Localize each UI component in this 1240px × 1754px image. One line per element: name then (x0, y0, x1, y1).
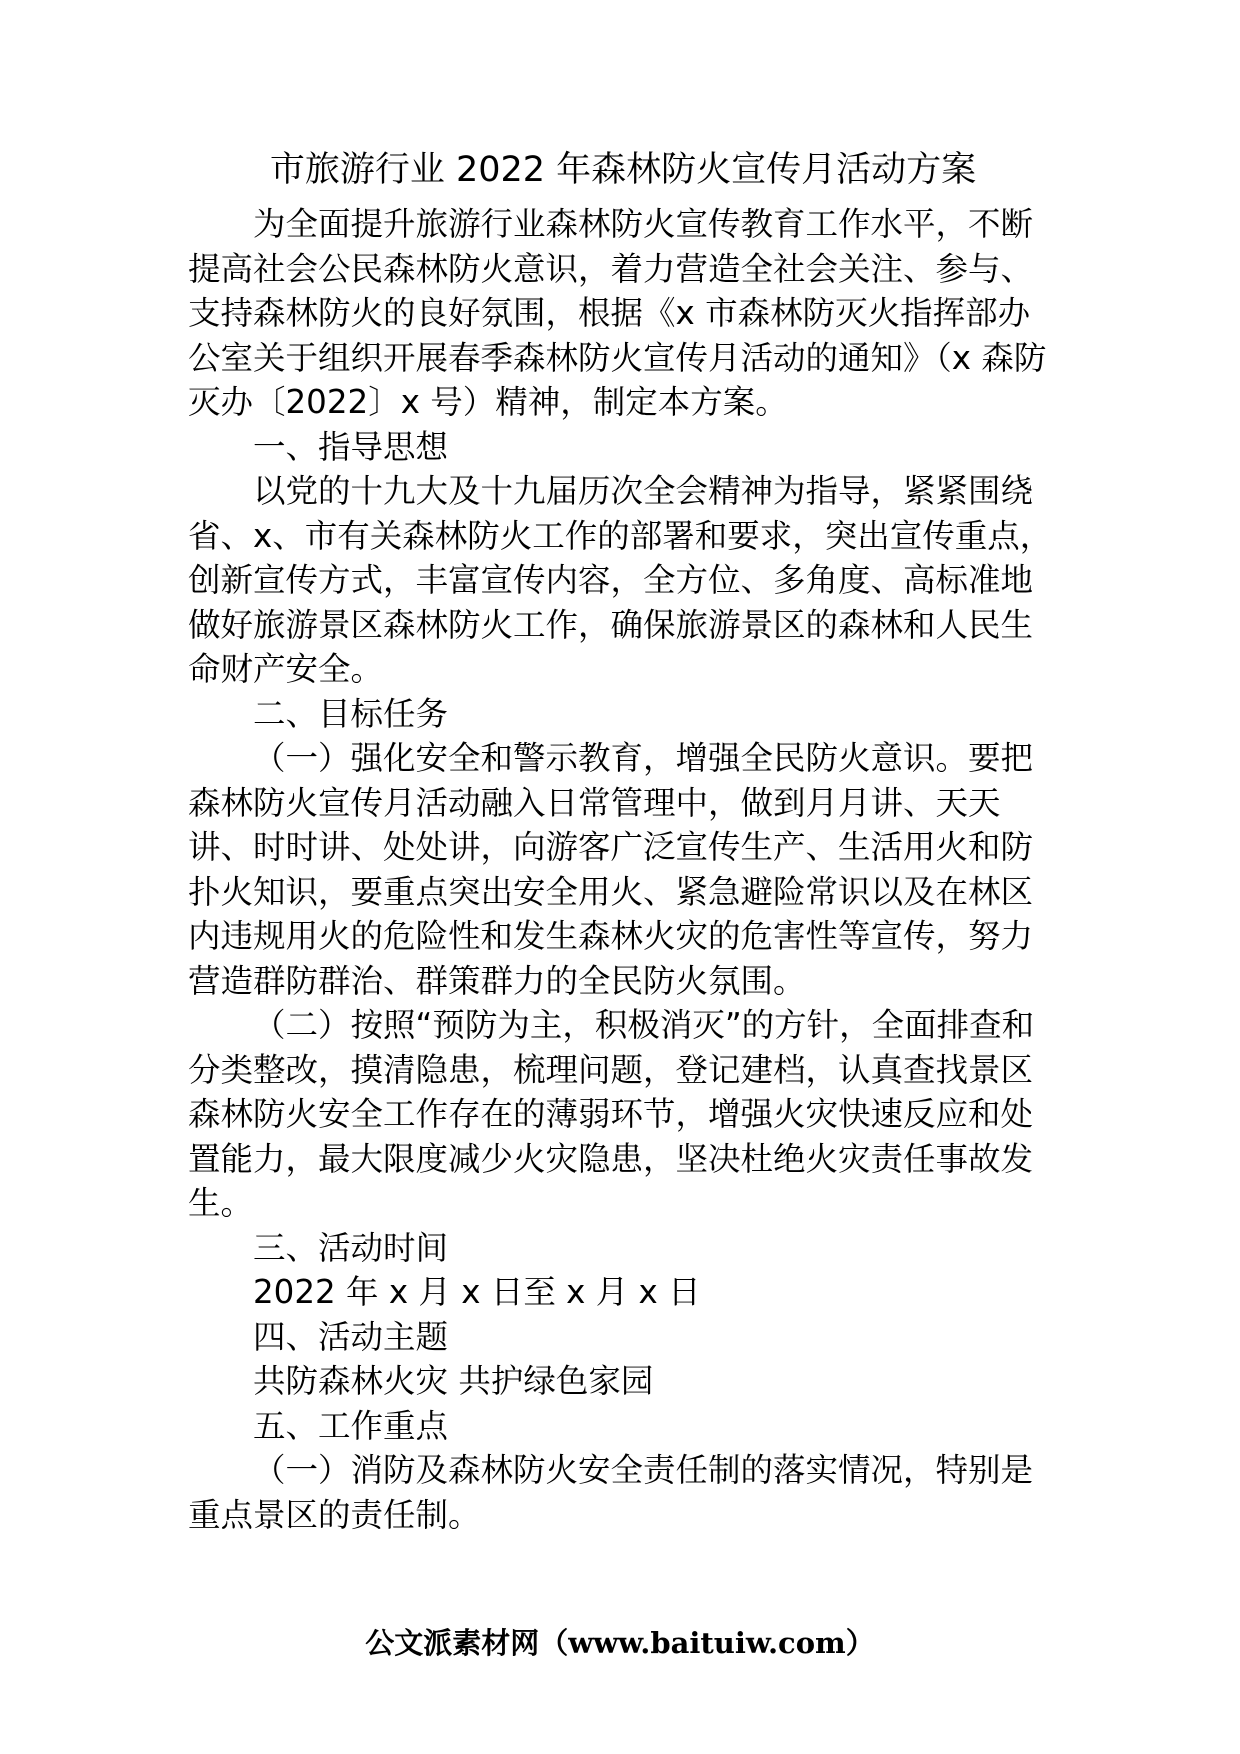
footer-watermark: 公文派素材网（www.baituiw.com） (365, 1626, 875, 1660)
section-heading-guiding-ideology: 一、指导思想 (253, 427, 449, 466)
section-heading-activity-theme: 四、活动主题 (253, 1317, 449, 1356)
intro-paragraph: 为全面提升旅游行业森林防火宣传教育工作水平，不断提高社会公民森林防火意识，着力营造全社会关注、参与、支持森林防火的良好氛围，根据《x 市森林防灭火指挥部办公室关于组织开展春季森林防火宣传月活动的通知》（x 森防灭办〔2022〕x 号）精神，制定本方案。 (188, 205, 1047, 421)
document-body (188, 202, 1058, 1537)
section-heading-goals-tasks: 二、目标任务 (253, 694, 449, 733)
goals-tasks-paragraph-2: （二）按照“预防为主，积极消灭”的方针，全面排查和分类整改，摸清隐患，梳理问题，登记建档，认真查找景区森林防火安全工作存在的薄弱环节，增强火灾快速反应和处置能力，最大限度减少火灾隐患，坚决杜绝火灾责任事故发生。 (188, 1006, 1035, 1222)
activity-time-paragraph: 2022 年 x 月 x 日至 x 月 x 日 (253, 1273, 701, 1311)
goals-tasks-paragraph-1: （一）强化安全和警示教育，增强全民防火意识。要把森林防火宣传月活动融入日常管理中，做到月月讲、天天讲、时时讲、处处讲，向游客广泛宣传生产、生活用火和防扑火知识，要重点突出安全用火、紧急避险常识以及在林区内违规用火的危险性和发生森林火灾的危害性等宣传，努力营造群防群治、群策群力的全民防火氛围。 (188, 739, 1034, 1000)
section-heading-activity-time: 三、活动时间 (253, 1228, 449, 1267)
guiding-ideology-paragraph: 以党的十九大及十九届历次全会精神为指导，紧紧围绕省、x、市有关森林防火工作的部署和要求，突出宣传重点，创新宣传方式，丰富宣传内容，全方位、多角度、高标准地做好旅游景区森林防火工作，确保旅游景区的森林和人民生命财产安全。 (188, 472, 1053, 688)
activity-theme-paragraph: 共防森林火灾 共护绿色家园 (253, 1362, 654, 1400)
section-heading-work-focus: 五、工作重点 (253, 1406, 449, 1445)
work-focus-paragraph: （一）消防及森林防火安全责任制的落实情况，特别是重点景区的责任制。 (188, 1451, 1034, 1534)
document-title: 市旅游行业 2022 年森林防火宣传月活动方案 (269, 150, 977, 190)
